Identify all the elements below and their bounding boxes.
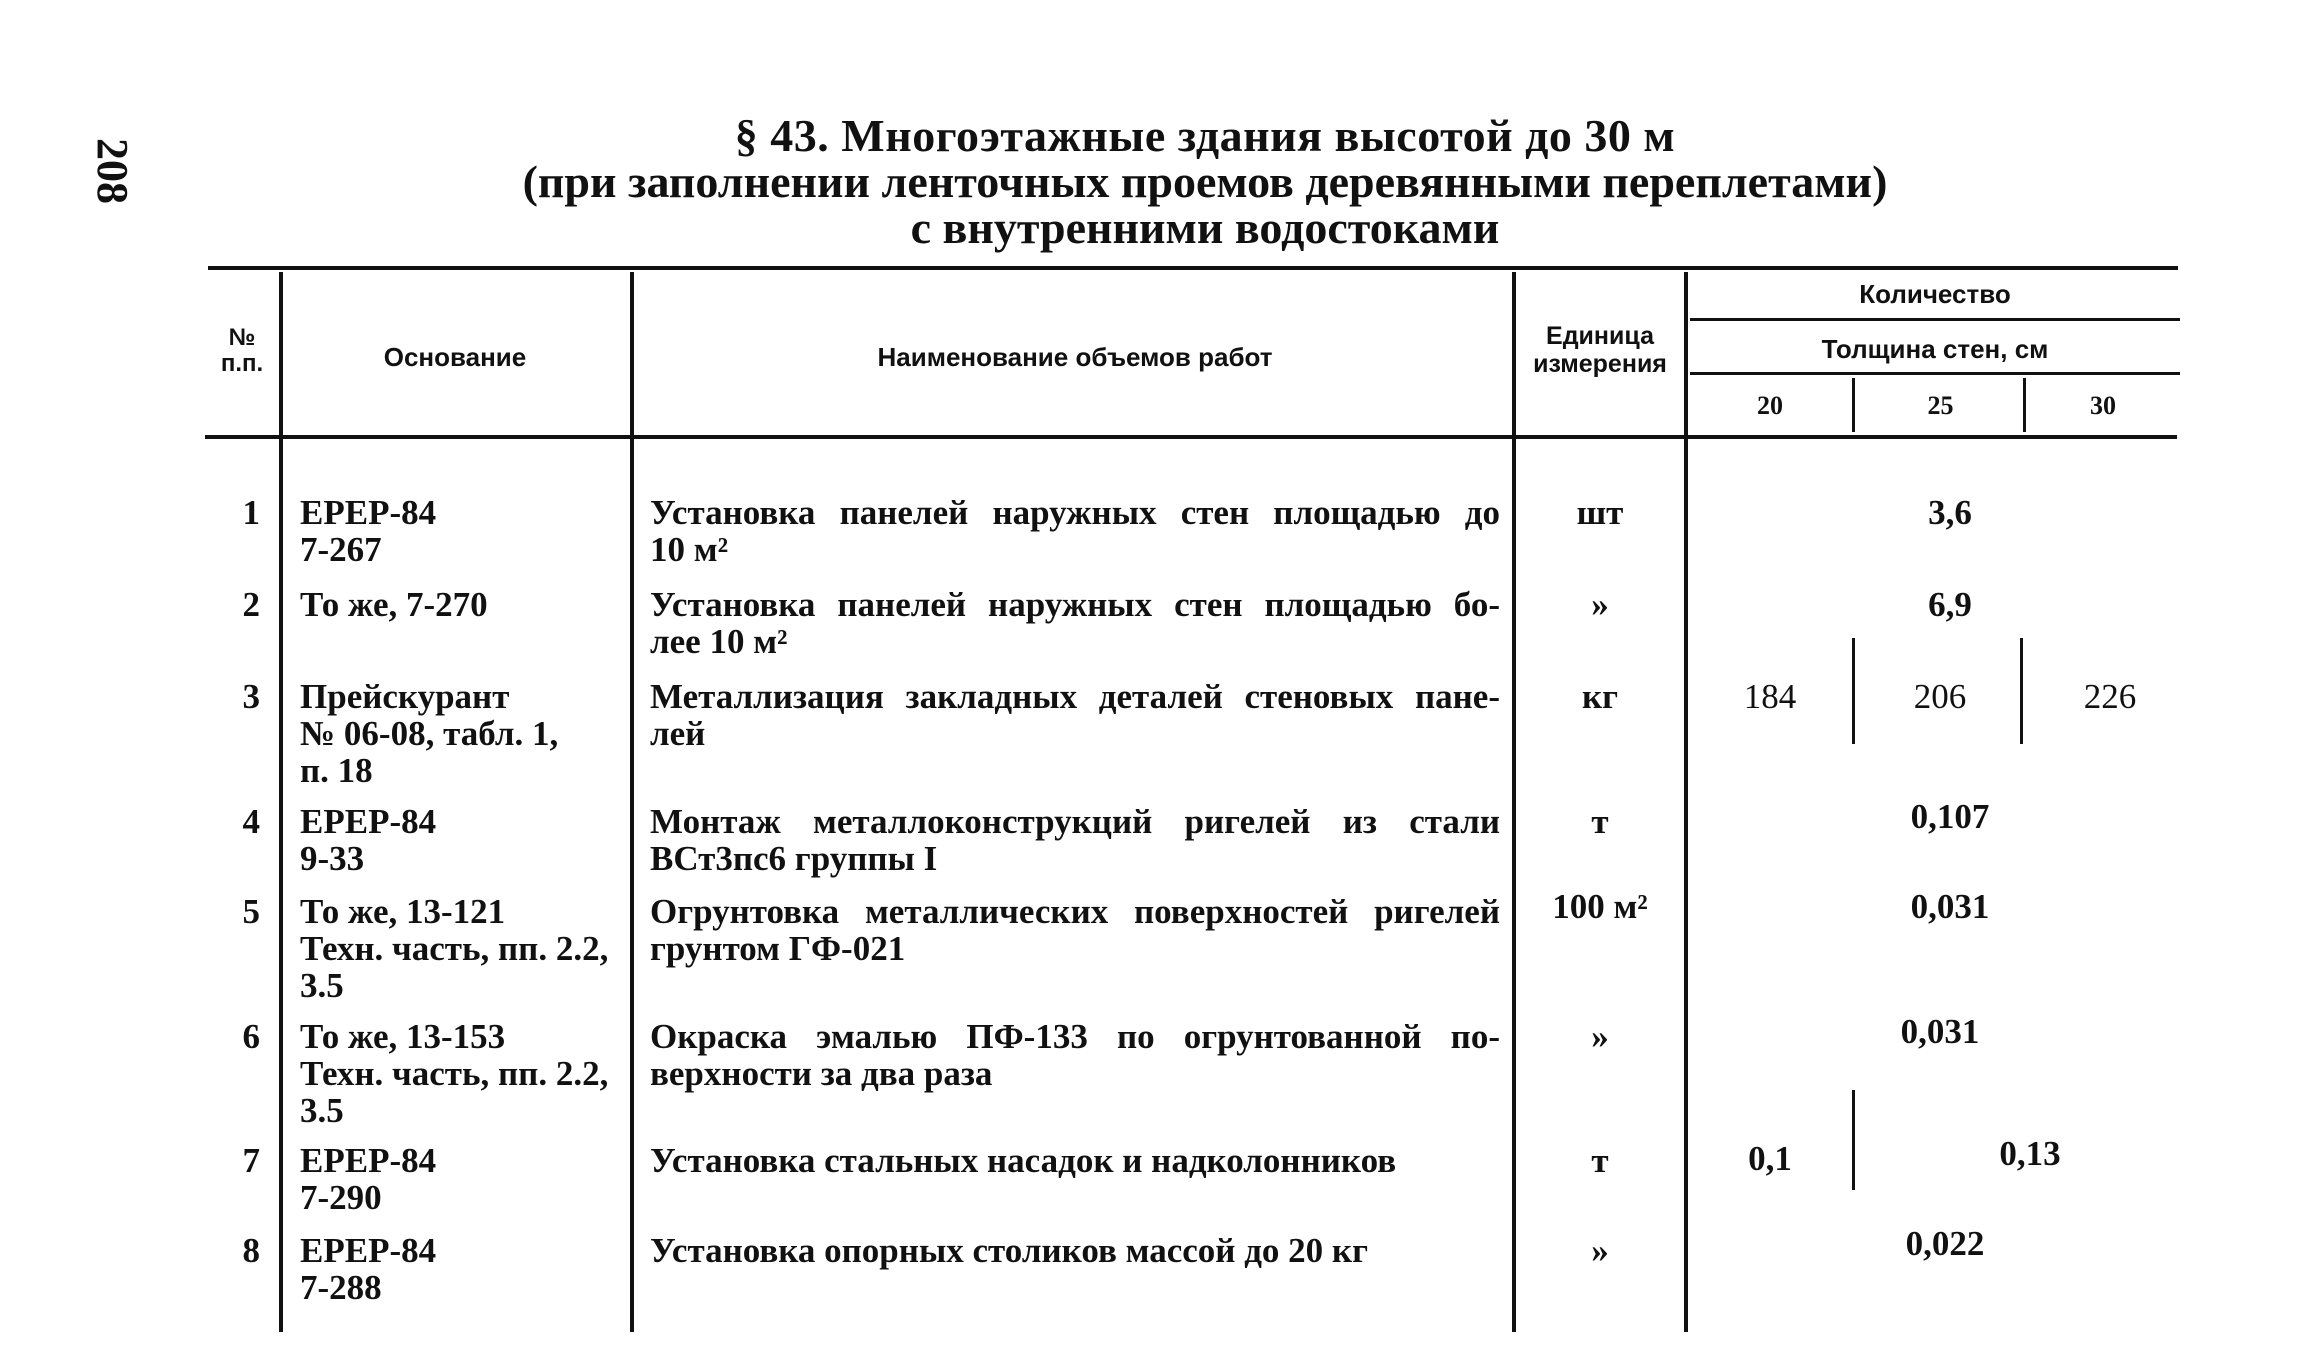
- row-3-unit: кг: [1581, 677, 1619, 716]
- row-3-name: Металлизация закладных деталей стеновых пане- лей: [650, 677, 1500, 753]
- row-8-qty: 0,022: [1905, 1224, 1985, 1263]
- col-line-1: [279, 272, 283, 1332]
- title-line-2: (при заполнении ленточных проемов деревянными переплетами): [522, 156, 1888, 207]
- header-bottom-rule: [205, 435, 2177, 439]
- row-1-name: Установка панелей наружных стен площадью до 10 м²: [650, 493, 1500, 569]
- row-8-num: 8: [242, 1231, 260, 1270]
- row-3-qty-20: 184: [1743, 677, 1797, 716]
- header-t20: 20: [1757, 391, 1783, 420]
- row-2-basis: То же, 7-270: [300, 585, 488, 624]
- header-quantity: Количество: [1859, 279, 2011, 309]
- row-5-num: 5: [242, 892, 260, 931]
- row-2-name: Установка панелей наружных стен площадью бо- лее 10 м²: [650, 585, 1500, 661]
- row3-split-25-30: [2020, 638, 2023, 744]
- row-3-qty-30: 226: [2083, 677, 2137, 716]
- col-line-2: [630, 272, 634, 1332]
- row-4-basis: ЕРЕР-84 9-33: [300, 802, 437, 878]
- row-7-num: 7: [242, 1141, 260, 1180]
- row-3-qty-25: 206: [1913, 677, 1967, 716]
- row-2-qty: 6,9: [1928, 585, 1972, 624]
- row-4-unit: т: [1591, 802, 1609, 841]
- row-5-name: Огрунтовка металлических поверхностей ригелей грунтом ГФ-021: [650, 892, 1500, 968]
- row-7-basis: ЕРЕР-84 7-290: [300, 1141, 437, 1217]
- header-t25: 25: [1927, 391, 1954, 420]
- header-rule-quantity: [1690, 318, 2180, 321]
- row-1-unit: шт: [1576, 493, 1624, 532]
- row-7-qty-25-30: 0,13: [1999, 1134, 2061, 1173]
- header-t30: 30: [2090, 391, 2116, 420]
- row-3-num: 3: [242, 677, 260, 716]
- header-unit: Единица измерения: [1533, 322, 1667, 378]
- row-8-basis: ЕРЕР-84 7-288: [300, 1231, 437, 1307]
- row-5-basis: То же, 13-121 Техн. часть, пп. 2.2, 3.5: [300, 892, 609, 1005]
- header-thickness: Толщина стен, см: [1821, 334, 2049, 364]
- header-rule-thickness: [1690, 372, 2180, 375]
- page-number: 208: [88, 138, 137, 204]
- row-3-basis: Прейскурант № 06-08, табл. 1, п. 18: [300, 677, 559, 790]
- row-6-name: Окраска эмалью ПФ-133 по огрунтованной по- верхности за два раза: [650, 1017, 1500, 1093]
- row-1-num: 1: [242, 493, 260, 532]
- row7-split-20-25: [1852, 1090, 1855, 1190]
- title-line-3: с внутренними водостоками: [910, 202, 1500, 253]
- row-6-qty: 0,031: [1900, 1012, 1980, 1051]
- header-basis: Основание: [383, 342, 527, 372]
- row3-split-20-25: [1852, 638, 1855, 744]
- header-name: Наименование объемов работ: [877, 342, 1273, 372]
- sub-line-25-30: [2023, 378, 2026, 432]
- section-title: [205, 110, 2205, 253]
- col-line-3: [1512, 272, 1516, 1332]
- row-7-name: Установка стальных насадок и надколонников: [650, 1141, 1397, 1180]
- row-7-qty-20: 0,1: [1748, 1139, 1792, 1178]
- header-num: № п.п.: [220, 324, 264, 377]
- row-4-qty: 0,107: [1910, 797, 1990, 836]
- col-line-4: [1684, 272, 1688, 1332]
- row-5-qty: 0,031: [1910, 887, 1990, 926]
- title-line-1: § 43. Многоэтажные здания высотой до 30 м: [734, 110, 1676, 161]
- row-6-unit: »: [1591, 1017, 1609, 1056]
- row-4-name: Монтаж металлоконструкций ригелей из стали ВСт3пс6 группы I: [650, 802, 1500, 878]
- row-8-unit: »: [1591, 1231, 1609, 1270]
- row-2-num: 2: [242, 585, 260, 624]
- row-1-basis: ЕРЕР-84 7-267: [300, 493, 437, 569]
- row-7-unit: т: [1591, 1141, 1609, 1180]
- table-top-rule: [208, 266, 2178, 270]
- row-8-name: Установка опорных столиков массой до 20 кг: [650, 1231, 1368, 1270]
- row-4-num: 4: [242, 802, 260, 841]
- row-1-qty: 3,6: [1928, 493, 1972, 532]
- row-6-num: 6: [242, 1017, 260, 1056]
- row-5-unit: 100 м²: [1552, 887, 1648, 926]
- sub-line-20-25: [1852, 378, 1855, 432]
- row-2-unit: »: [1591, 585, 1609, 624]
- row-6-basis: То же, 13-153 Техн. часть, пп. 2.2, 3.5: [300, 1017, 609, 1130]
